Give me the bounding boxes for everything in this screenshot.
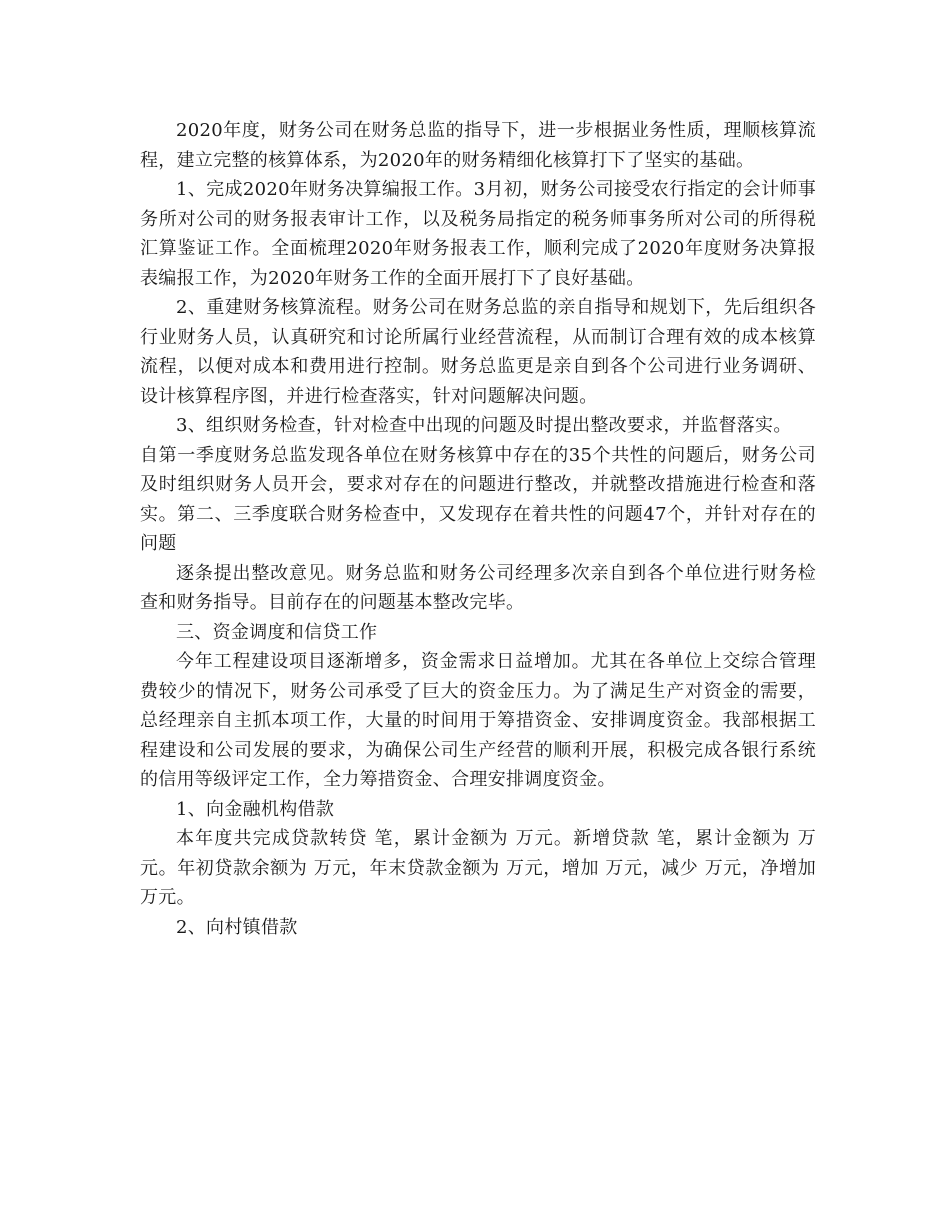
paragraph-item-3-financial-inspection: 3、组织财务检查，针对检查中出现的问题及时提出整改要求，并监督落实。: [176, 415, 792, 436]
paragraph-funds-overview: 今年工程建设项目逐渐增多，资金需求日益增加。尤其在各单位上交综合管理费较少的情况下，财务公司承受了巨大的资金压力。为了满足生产对资金的需要，总经理亲自主抓本项工作，大量的时间用于筹措资金、安排调度资金。我部根据工程建设和公司发展的要求，为确保公司生产经营的顺利开展，积极完成各银行系统的信用等级评定工作，全力筹措资金、合理安排调度资金。: [140, 651, 816, 790]
paragraph-rectification: 逐条提出整改意见。财务总监和财务公司经理多次亲自到各个单位进行财务检查和财务指导。目前存在的问题基本整改完毕。: [140, 562, 816, 613]
section-heading-funds-credit: 三、资金调度和信贷工作: [176, 621, 378, 643]
paragraph-loan-figures: 本年度共完成贷款转贷 笔，累计金额为 万元。新增贷款 笔，累计金额为 万元。年初贷款余额为 万元，年末贷款金额为 万元，增加 万元，减少 万元，净增加 万元。: [140, 828, 816, 908]
paragraph-item-1-final-accounts: 1、完成2020年财务决算编报工作。3月初，财务公司接受农行指定的会计师事务所对公司的财务报表审计工作，以及税务局指定的税务师事务所对公司的所得税汇算鉴证工作。全面梳理2020年财务报表工作，顺利完成了2020年度财务决算报表编报工作，为2020年财务工作的全面开展打下了良好基础。: [140, 179, 816, 289]
paragraph-item-2-accounting-process: 2、重建财务核算流程。财务公司在财务总监的亲自指导和规划下，先后组织各行业财务人员，认真研究和讨论所属行业经营流程，从而制订合理有效的成本核算流程，以便对成本和费用进行控制。财务总监更是亲自到各个公司进行业务调研、设计核算程序图，并进行检查落实，针对问题解决问题。: [140, 297, 816, 407]
subheading-village-loans: 2、向村镇借款: [176, 916, 298, 938]
subheading-financial-institution-loans: 1、向金融机构借款: [176, 798, 335, 820]
paragraph-inspection-details: 自第一季度财务总监发现各单位在财务核算中存在的35个共性的问题后，财务公司及时组织财务人员开会，要求对存在的问题进行整改，并就整改措施进行检查和落实。第二、三季度联合财务检查中，又发现存在着共性的问题47个，并针对存在的问题: [140, 444, 816, 554]
paragraph-intro: 2020年度，财务公司在财务总监的指导下，进一步根据业务性质，理顺核算流程，建立完整的核算体系，为2020年的财务精细化核算打下了坚实的基础。: [140, 120, 816, 171]
document-body: [140, 116, 816, 942]
